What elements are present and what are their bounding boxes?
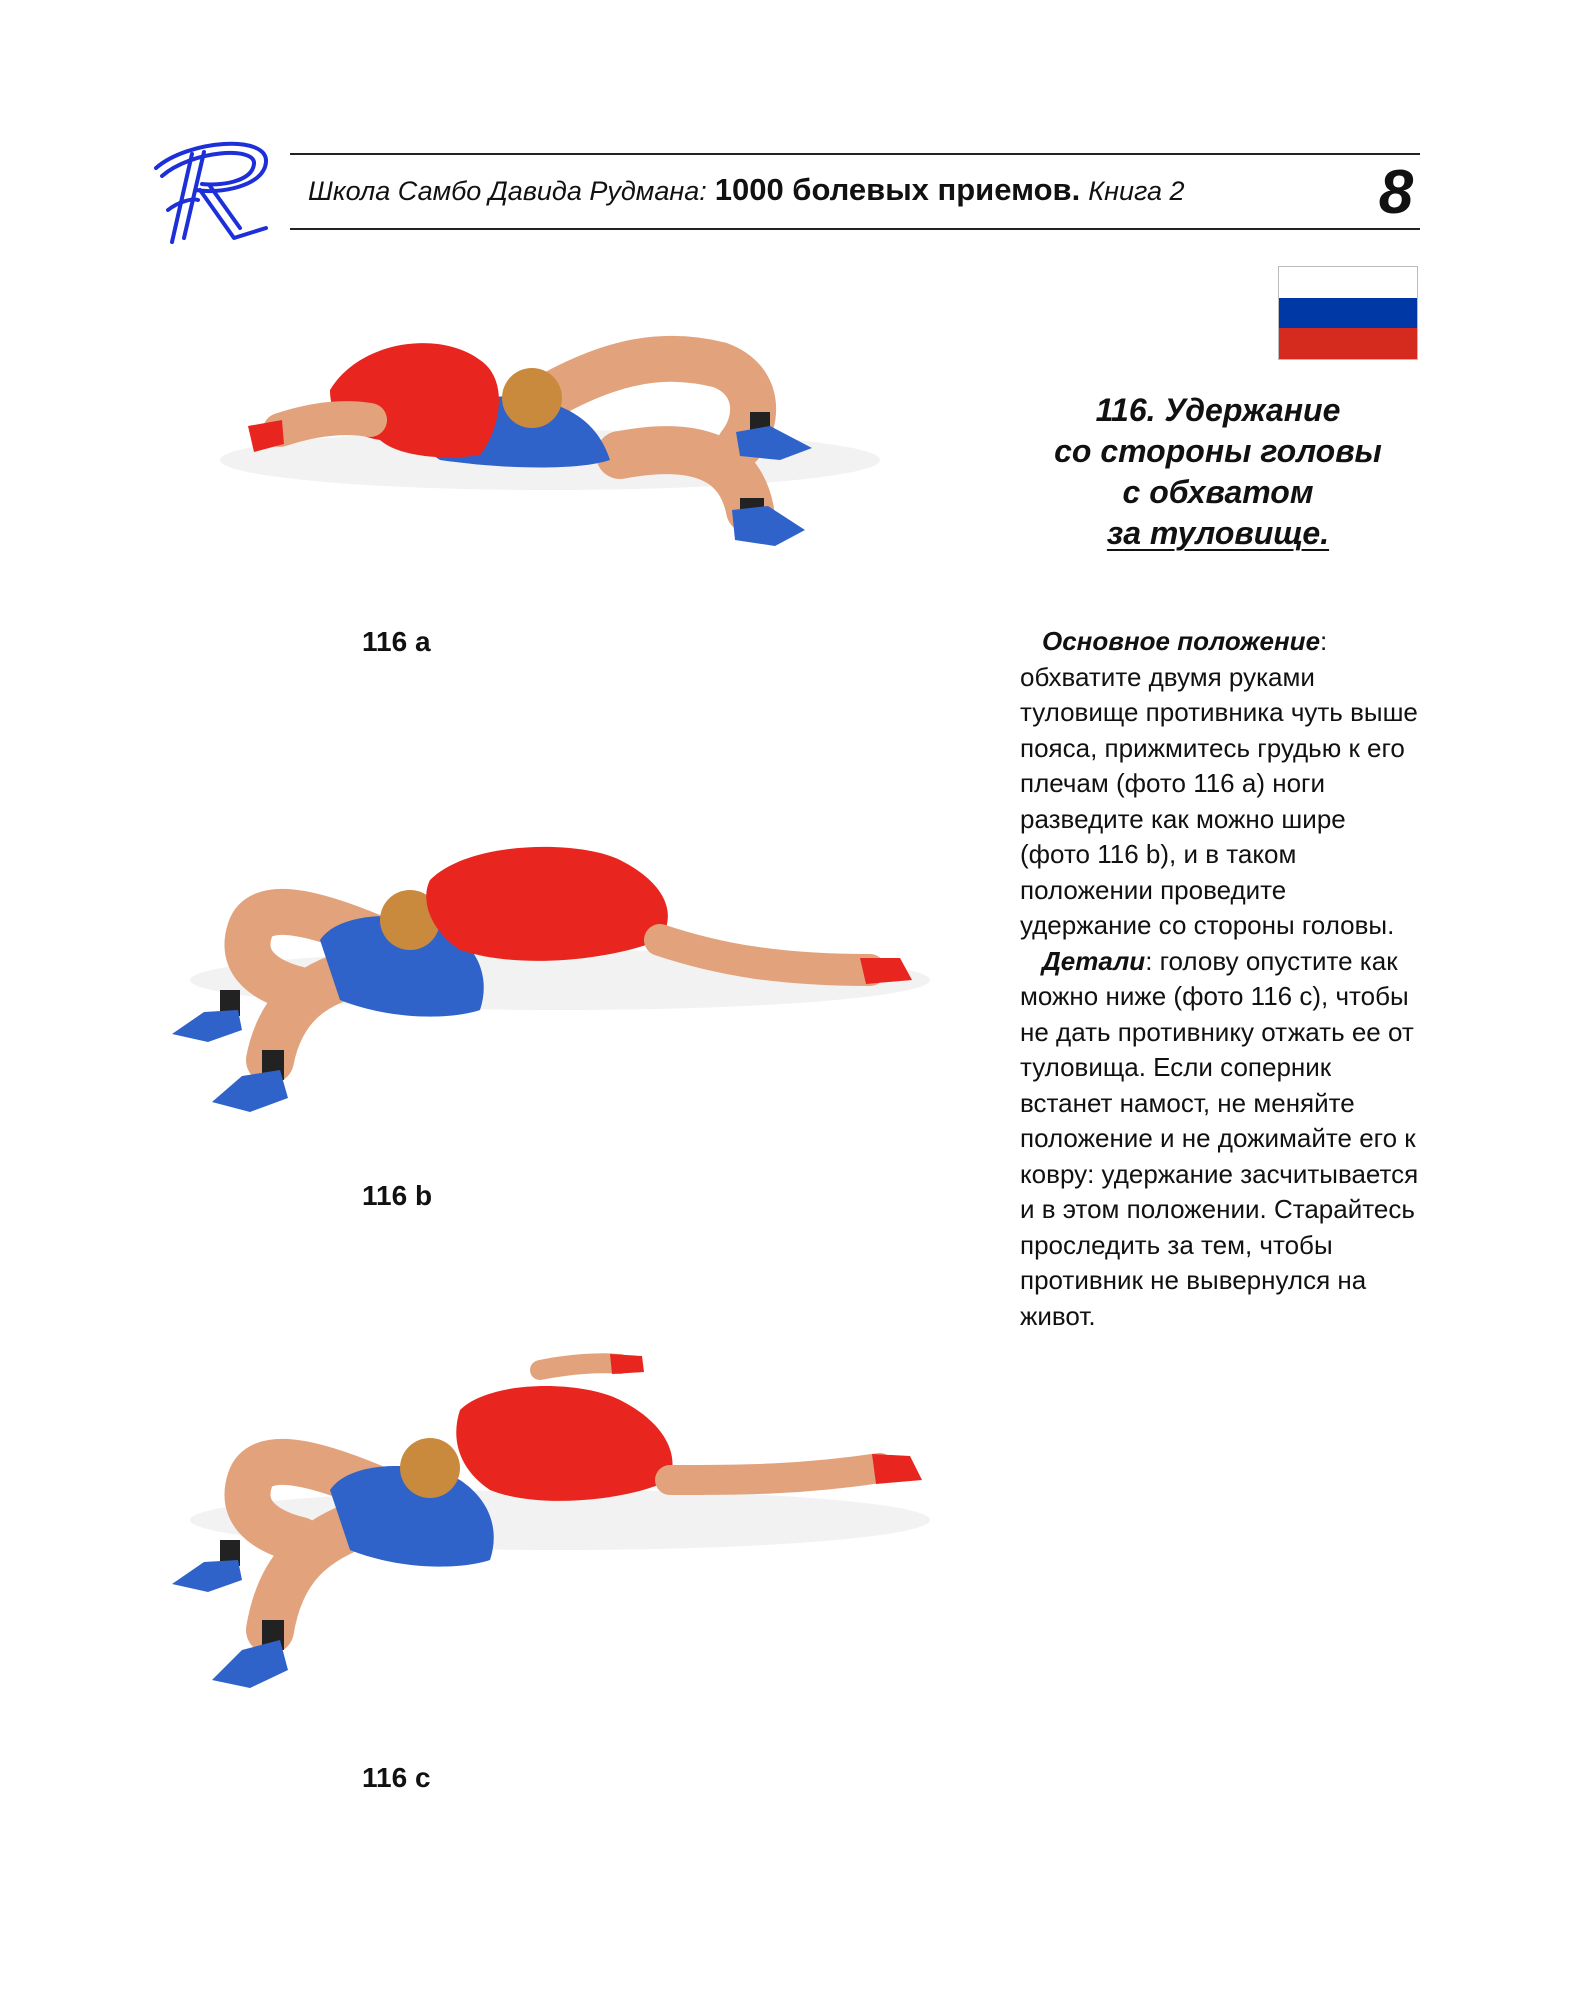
technique-title	[1018, 390, 1418, 554]
details-text: : голову опустите как можно ниже (фото 116 c), чтобы не дать противнику отжать ее от туловища. Если соперник встанет намост, не меняйте положение и не дожимайте его к ковру: удержание засчитывается и в этом положении. Старайтесь проследить за тем, чтобы противник не вывернулся на живот.	[1020, 945, 1419, 1331]
school-logo-icon	[148, 132, 278, 252]
book-number: Книга 2	[1088, 176, 1185, 206]
book-title: 1000 болевых приемов.	[714, 172, 1081, 207]
russian-flag-icon	[1278, 266, 1418, 360]
details-term: Детали	[1042, 945, 1146, 976]
photo-116a	[180, 320, 900, 720]
basic-position-paragraph	[1020, 624, 1420, 944]
title-line: 116. Удержание	[1095, 392, 1341, 428]
photo-caption: 116 a	[362, 626, 431, 657]
basic-position-text: : обхватите двумя руками туловище противника чуть выше пояса, прижмитесь грудью к его плечам (фото 116 a) ноги разведите как можно шире (фото 116 b), и в таком положении проведите удержание со стороны головы.	[1020, 626, 1418, 940]
title-line: со стороны головы	[1054, 433, 1382, 469]
details-paragraph	[1020, 944, 1420, 1335]
header-top-rule	[290, 153, 1420, 155]
running-header	[308, 172, 1185, 208]
photo-116c	[160, 1350, 980, 1770]
photo-caption: 116 b	[362, 1180, 433, 1211]
technique-description	[1020, 624, 1420, 1334]
photo-116b	[160, 820, 980, 1210]
header-bottom-rule	[290, 228, 1420, 230]
page-number: 8	[1378, 158, 1414, 227]
title-line: с обхватом	[1122, 474, 1314, 510]
photo-caption: 116 c	[362, 1762, 431, 1793]
title-line: за туловище.	[1106, 515, 1330, 551]
school-name: Школа Самбо Давида Рудмана:	[308, 176, 707, 206]
basic-position-term: Основное положение	[1042, 626, 1321, 656]
